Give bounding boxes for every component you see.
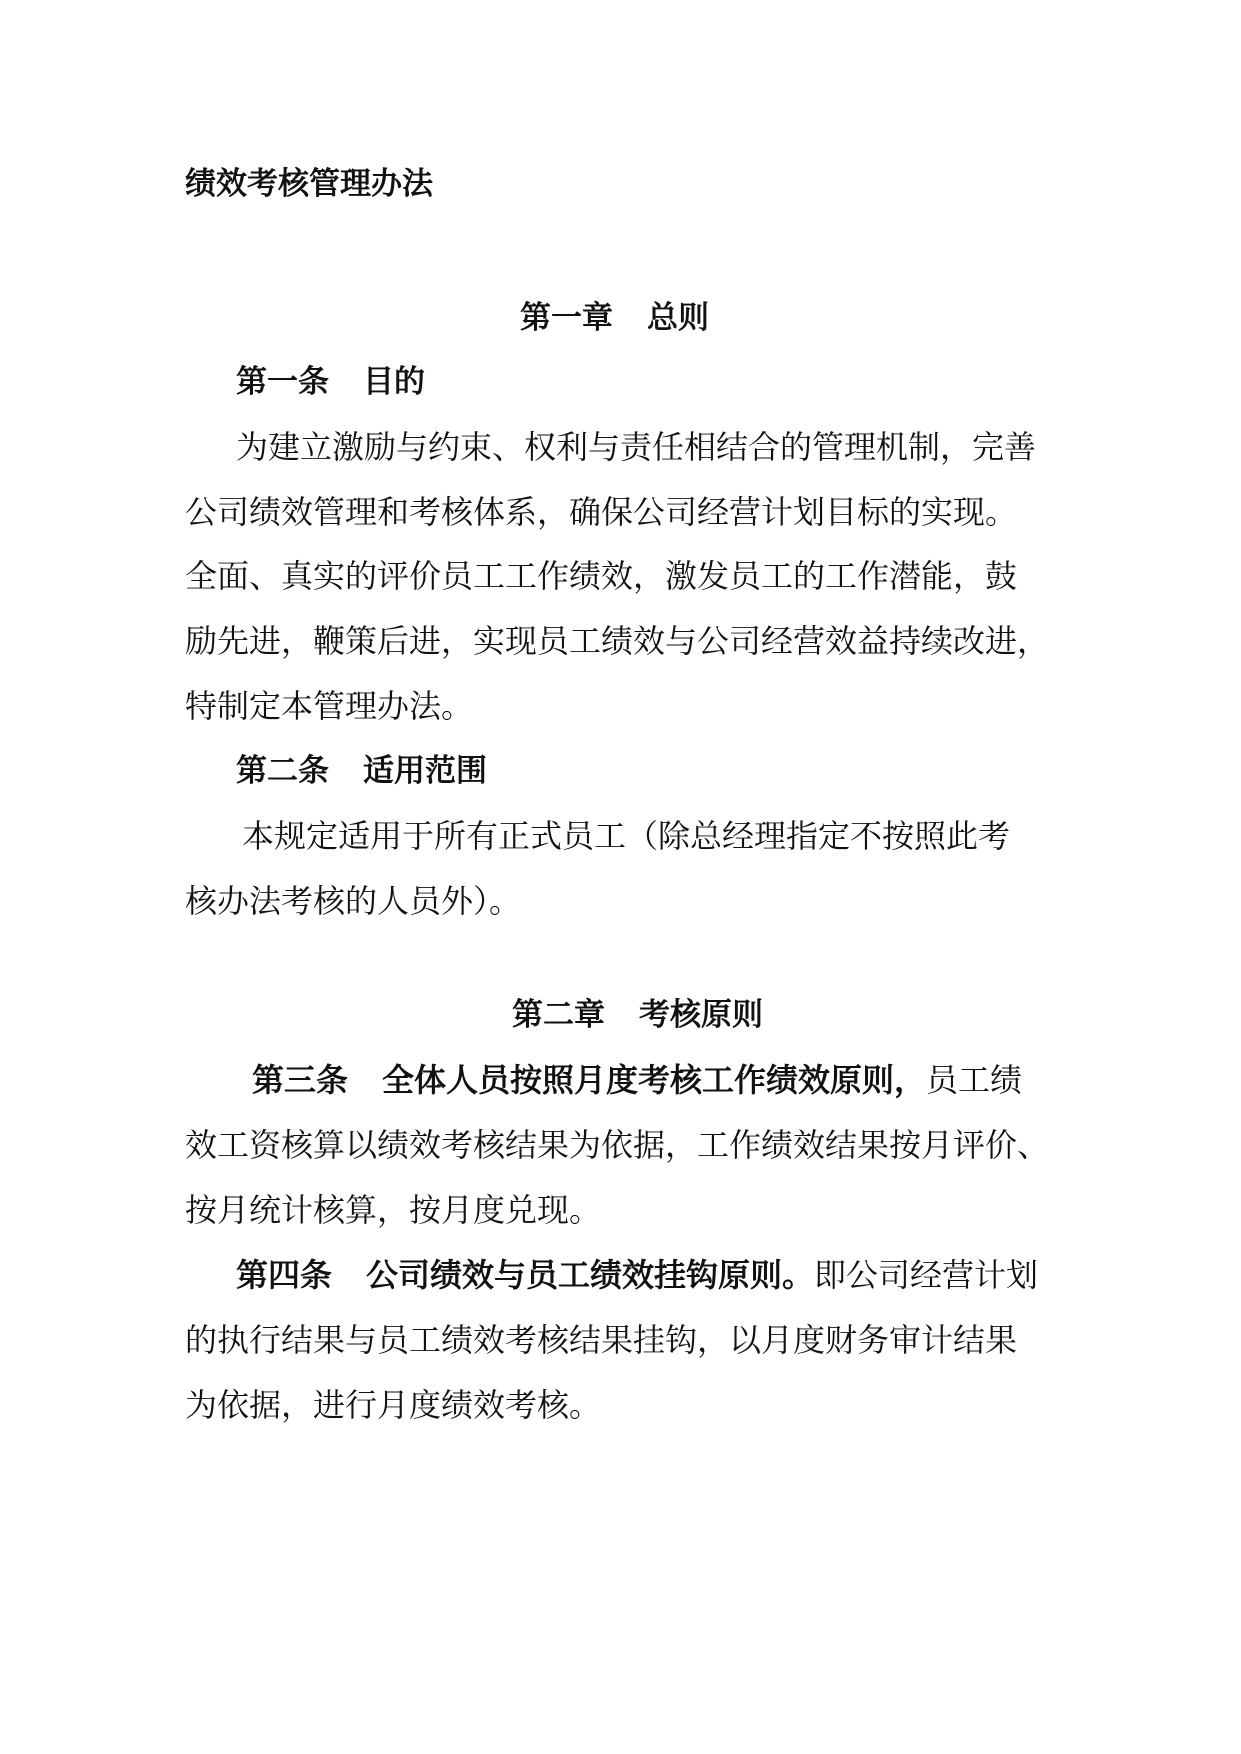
article-1-line-5: 特制定本管理办法。: [185, 687, 474, 725]
article-2-heading: [236, 751, 487, 791]
chapter-2-heading: [512, 995, 763, 1035]
document-title: 绩效考核管理办法: [185, 166, 433, 202]
chapter-1-heading: [520, 298, 709, 338]
article-2-line-2: 核办法考核的人员外）。: [185, 882, 522, 920]
article-4-first-line-rest: 即公司经营计划: [814, 1256, 1039, 1294]
article-3-first-line-rest: 员工绩: [926, 1061, 1023, 1099]
chapter-1-label: 第一章: [520, 300, 613, 336]
chapter-1-name: 总则: [647, 300, 709, 336]
article-1-label: 第一条: [236, 364, 329, 400]
article-4-line-2: 的执行结果与员工绩效考核结果挂钩，以月度财务审计结果: [185, 1321, 1018, 1359]
article-3-bold-text: 全体人员按照月度考核工作绩效原则，: [382, 1061, 927, 1099]
chapter-2-name: 考核原则: [639, 997, 763, 1033]
article-1-line-1: 为建立激励与约束、权利与责任相结合的管理机制，完善: [236, 428, 1037, 466]
article-4-line-3: 为依据，进行月度绩效考核。: [185, 1386, 602, 1424]
article-3-line-2: 效工资核算以绩效考核结果为依据，工作绩效结果按月评价、: [185, 1126, 1050, 1164]
article-1-name: 目的: [363, 364, 425, 400]
article-1-line-3: 全面、真实的评价员工工作绩效，激发员工的工作潜能，鼓: [185, 557, 1018, 595]
article-1-line-2: 公司绩效管理和考核体系，确保公司经营计划目标的实现。: [185, 493, 1018, 531]
article-3-label: 第三条: [252, 1061, 349, 1099]
article-4-line-1: [236, 1255, 1038, 1295]
article-1-line-4: 励先进，鞭策后进，实现员工绩效与公司经营效益持续改进，: [185, 622, 1050, 660]
chapter-2-label: 第二章: [512, 997, 605, 1033]
article-3-line-1: [252, 1060, 1022, 1100]
article-2-line-1: 本规定适用于所有正式员工（除总经理指定不按照此考: [242, 817, 1011, 855]
article-1-heading: [236, 362, 425, 402]
article-4-label: 第四条: [236, 1256, 333, 1294]
article-2-label: 第二条: [236, 753, 329, 789]
article-2-name: 适用范围: [363, 753, 487, 789]
article-4-bold-text: 公司绩效与员工绩效挂钩原则。: [366, 1256, 815, 1294]
article-3-line-3: 按月统计核算，按月度兑现。: [185, 1191, 602, 1229]
